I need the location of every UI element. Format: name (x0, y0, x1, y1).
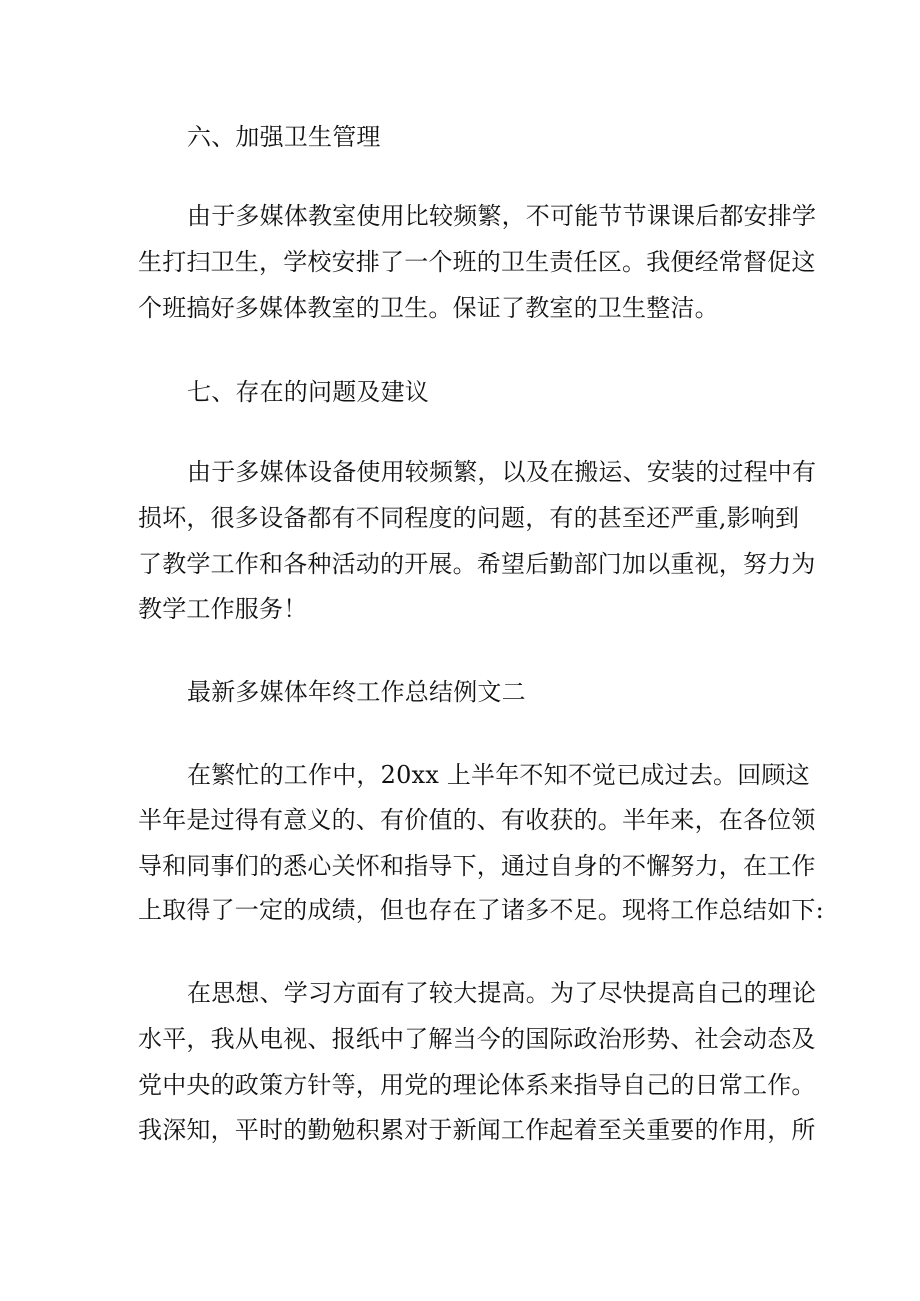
paragraph-line: 半年是过得有意义的、有价值的、有收获的。半年来，在各位领 (138, 806, 816, 834)
paragraph-line: 教学工作服务！ (138, 595, 308, 623)
paragraph-line: 损坏，很多设备都有不同程度的问题，有的甚至还严重,影响到 (138, 504, 800, 532)
paragraph-line: 由于多媒体教室使用比较频繁，不可能节节课课后都安排学 (187, 202, 817, 230)
section-heading-6: 六、加强卫生管理 (187, 123, 381, 151)
section-heading-7: 七、存在的问题及建议 (187, 378, 429, 406)
paragraph-line: 在思想、学习方面有了较大提高。为了尽快提高自己的理论 (187, 979, 817, 1007)
paragraph-line: 水平，我从电视、报纸中了解当今的国际政治形势、社会动态及 (138, 1025, 816, 1053)
paragraph-line: 个班搞好多媒体教室的卫生。保证了教室的卫生整洁。 (138, 294, 719, 322)
paragraph-line: 党中央的政策方针等，用党的理论体系来指导自己的日常工作。 (138, 1071, 816, 1099)
paragraph-line: 了教学工作和各种活动的开展。希望后勤部门加以重视，努力为 (138, 550, 816, 578)
paragraph-line: 上取得了一定的成绩，但也存在了诸多不足。现将工作总结如下: (138, 896, 824, 924)
paragraph-line: 我深知，平时的勤勉积累对于新闻工作起着至关重要的作用，所 (138, 1116, 816, 1144)
example-title: 最新多媒体年终工作总结例文二 (187, 678, 526, 706)
paragraph-line: 在繁忙的工作中，20xx 上半年不知不觉已成过去。回顾这 (187, 761, 810, 789)
paragraph-line: 由于多媒体设备使用较频繁，以及在搬运、安装的过程中有 (187, 458, 817, 486)
paragraph-line: 生打扫卫生，学校安排了一个班的卫生责任区。我便经常督促这 (138, 248, 816, 276)
paragraph-line: 导和同事们的悉心关怀和指导下，通过自身的不懈努力，在工作 (138, 852, 816, 880)
